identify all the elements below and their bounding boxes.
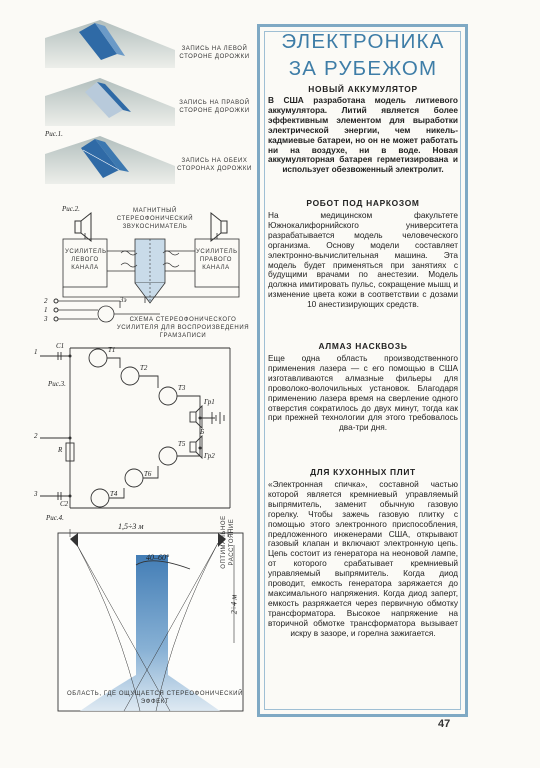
section-title-line2: ЗА РУБЕЖОМ bbox=[288, 57, 438, 80]
amp-right-label: УСИЛИТЕЛЬ ПРАВОГО КАНАЛА bbox=[196, 249, 238, 271]
article-heading-robot: РОБОТ ПОД НАРКОЗОМ bbox=[306, 198, 420, 208]
speaker-right-icon bbox=[211, 213, 227, 241]
article-heading-diamond: АЛМАЗ НАСКВОЗЬ bbox=[318, 341, 408, 351]
fig3-r-label: R bbox=[58, 446, 63, 454]
fig3-t3-label: T3 bbox=[178, 384, 186, 392]
article-heading-battery: НОВЫЙ АККУМУЛЯТОР bbox=[308, 84, 418, 94]
section-title-line1: ЭЛЕКТРОНИКА bbox=[281, 30, 445, 53]
section-title bbox=[264, 30, 462, 81]
fig3-gr1-label: Гр1 bbox=[204, 398, 215, 406]
fig3-t6-label: T6 bbox=[144, 470, 152, 478]
amp-left-label: УСИЛИТЕЛЬ ЛЕВОГО КАНАЛА bbox=[65, 249, 107, 271]
article-body-kitchen: «Электронная спичка», составной частью которой является кремниевый управляемый выпрямитель, заменит обычную газовую горелку. Чтобы зажечь газовую плитку с помощью этого электронного приспособления, предложенного инженерами США, открывают газовый клапан и включают электронную цепь. Цепь состоит из генератора на неоновой лампе, от которого срабатывает кремниевый управляемый выпрямитель. Когда диод проводит, емкость генератора заряжается до максимального напряжения. Когда диод заперт, емкость разряжается через первичную обмотку трансформатора. Высокое напряжение на вторичной обмотке трансформатора вызывает искру в зазоре, и горелна зажигается. bbox=[268, 480, 458, 638]
fig4-distance-caption: ОПТИМАЛЬНОЕ РАССТОЯНИЕ bbox=[221, 515, 235, 569]
fig3-t1-label: T1 bbox=[108, 346, 116, 354]
fig1-caption-left: ЗАПИСЬ НА ЛЕВОЙ СТОРОНЕ ДОРОЖКИ bbox=[179, 46, 250, 60]
fig2-pickup-caption: МАГНИТНЫЙ СТЕРЕОФОНИЧЕСКИЙ ЗВУКОСНИМАТЕЛЬ bbox=[116, 208, 194, 230]
fig1-groove-both bbox=[45, 136, 175, 184]
fig1-groove-left bbox=[45, 20, 175, 68]
fig2-label: Рис.2. bbox=[62, 205, 80, 213]
fig2-schematic-caption: СХЕМА СТЕРЕОФОНИЧЕСКОГО УСИЛИТЕЛЯ ДЛЯ ВОСПРОИЗВЕДЕНИЯ ГРАМЗАПИСИ bbox=[116, 317, 250, 339]
terminal-3-label: 3 bbox=[44, 315, 48, 323]
fig4-angle-label: 40–60° bbox=[146, 553, 170, 562]
article-heading-kitchen: ДЛЯ КУХОННЫХ ПЛИТ bbox=[310, 467, 416, 477]
article-body-battery: В США разработана модель литиевого аккумулятора. Литий является более эффективным элементом для выработки электрической энергии, чем никель-кадмиевые батареи, но он не может работать ни на воздухе, ни в воде. Новая аккумуляторная батарея герметизирована и использует обезвоженный электролит. bbox=[268, 96, 458, 175]
speaker-left-icon bbox=[75, 213, 91, 241]
fig4-width-label: 1,5÷3 м bbox=[118, 522, 144, 531]
fig3-label: Рис.3. bbox=[48, 380, 66, 388]
fig3-input-2: 2 bbox=[34, 432, 38, 440]
fig3-t4-label: T4 bbox=[110, 490, 118, 498]
fig4-label: Рис.4. bbox=[46, 514, 64, 522]
fig3-c2-label: C2 bbox=[60, 500, 69, 508]
fig3-t2-label: T2 bbox=[140, 364, 148, 372]
fig1-caption-right: ЗАПИСЬ НА ПРАВОЙ СТОРОНЕ ДОРОЖКИ bbox=[179, 100, 250, 114]
article-body-diamond: Еще одна область производственного применения лазера — с его помощью в США изготавливаются алмазные фильеры для проволоко-волочильных установок. Благодаря применению лазера время на сверление одного отверстия сократилось до двух минут, тогда как при прежней технологии для этого требовалось два-три дня. bbox=[268, 354, 458, 433]
terminal-3e-label: 3э bbox=[120, 296, 127, 304]
fig3-input-1: 1 bbox=[34, 348, 38, 356]
page-number: 47 bbox=[438, 718, 451, 730]
fig3-gr2-label: Гр2 bbox=[204, 452, 215, 460]
fig3-t5-label: T5 bbox=[178, 440, 186, 448]
fig3-c1-label: C1 bbox=[56, 342, 65, 350]
fig1-caption-both: ЗАПИСЬ НА ОБЕИХ СТОРОНАХ ДОРОЖКИ bbox=[177, 158, 252, 172]
fig1-groove-right bbox=[45, 78, 175, 126]
fig1-label: Рис.1. bbox=[45, 130, 63, 138]
fig4-bottom-caption: ОБЛАСТЬ, ГДЕ ОЩУЩАЕТСЯ СТЕРЕОФОНИЧЕСКИЙ ЭФФЕКТ bbox=[67, 691, 243, 705]
terminal-2-label: 2 bbox=[44, 297, 48, 305]
article-body-robot: На медицинском факультете Южнокалифорнийского университета разрабатывается модель человеческого организма. Основу модели составляет электронно-вычислительная машина. Эта модель будет применяться при занятиях с будущими врачами по анестезии. Модель должна имитировать пульс, сокращение мышц и изменение цвета кожи в соответствии с дозами 10 анестизирующих средств. bbox=[268, 211, 458, 310]
fig3-circuit bbox=[40, 338, 255, 518]
fig3-battery-label: Б bbox=[200, 428, 205, 436]
terminal-1-label: 1 bbox=[44, 306, 48, 314]
fig4-distance-label: 2÷4 м bbox=[229, 594, 239, 615]
fig3-input-3: 3 bbox=[34, 490, 38, 498]
fig1-illustration bbox=[45, 20, 175, 190]
